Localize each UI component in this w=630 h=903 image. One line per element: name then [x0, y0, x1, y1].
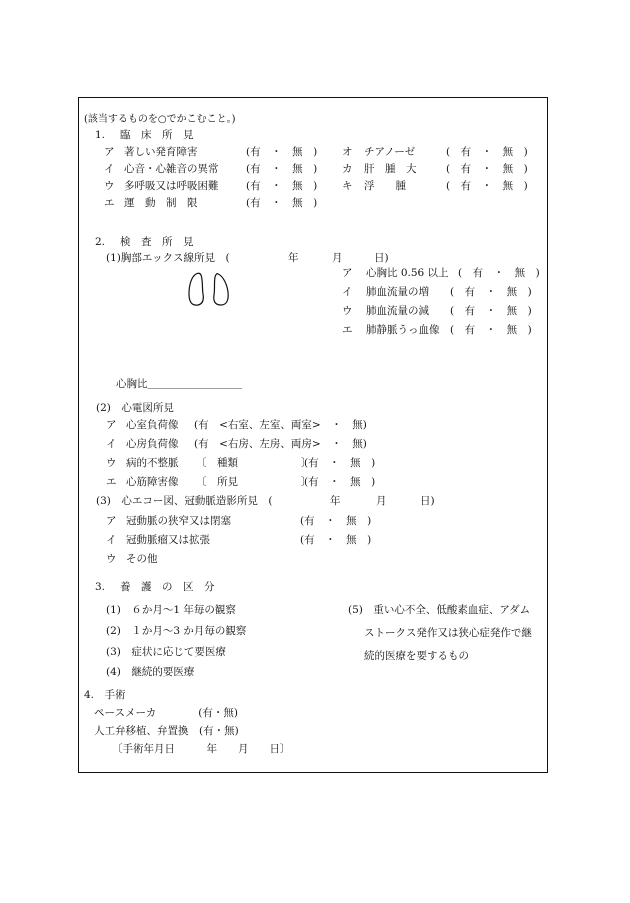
xray-item-choice[interactable]: ( 有 ・ 無 )	[450, 286, 532, 298]
clinical-choice[interactable]: (有 ・ 無 )	[246, 163, 318, 175]
xray-item-key: イ	[342, 286, 353, 298]
clinical-key: キ	[342, 180, 353, 192]
echo-item-label: 冠動脈瘤又は拡張	[126, 534, 210, 546]
xray-item-label: 肺血流量の増	[366, 286, 429, 298]
echo-item-label: その他	[126, 553, 158, 565]
exam-heading-number: 2.	[95, 236, 106, 248]
clinical-key: エ	[104, 197, 115, 209]
care-heading-number: 3.	[95, 581, 106, 593]
clinical-heading: 臨 床 所 見	[120, 129, 194, 141]
clinical-choice[interactable]: (有 ・ 無 )	[246, 146, 318, 158]
echo-item-key: ウ	[106, 553, 117, 565]
care-option-5[interactable]: (5) 重い心不全、低酸素血症、アダム	[348, 604, 531, 616]
echo-year: 年	[330, 495, 341, 507]
echo-item-choice[interactable]: (有 ・ 無 )	[300, 515, 372, 527]
pacemaker-row[interactable]: ペースメーカ (有・無)	[94, 707, 238, 719]
ecg-item-label: 心室負荷像	[126, 419, 179, 431]
clinical-key: ア	[104, 146, 115, 158]
xray-item-key: ウ	[342, 305, 353, 317]
care-option-5-cont: ストークス発作又は狭心症発作で継	[364, 627, 532, 639]
clinical-label: 多呼吸又は呼吸困難	[124, 180, 219, 192]
clinical-label: 運 動 制 限	[124, 197, 198, 209]
clinical-choice[interactable]: ( 有 ・ 無 )	[446, 146, 528, 158]
ecg-item-label: 心筋障害像	[126, 476, 179, 488]
clinical-key: オ	[342, 146, 353, 158]
surgery-date[interactable]: 〔手術年月日 年 月 日〕	[112, 743, 291, 755]
ecg-item-key: エ	[106, 476, 117, 488]
clinical-key: イ	[104, 163, 115, 175]
xray-day: 日)	[374, 252, 389, 264]
care-option[interactable]: (1) ６か月～1 年毎の観察	[106, 604, 236, 616]
chest-xray-diagram-icon	[186, 272, 232, 308]
care-option-5-cont: 続的医療を要するもの	[364, 650, 469, 662]
care-option[interactable]: (3) 症状に応じて要医療	[106, 646, 226, 658]
ecg-item-choice[interactable]: (有 <右室、左室、両室> ・ 無)	[194, 419, 367, 431]
xray-month: 月	[332, 252, 343, 264]
care-option[interactable]: (4) 継続的要医療	[106, 666, 195, 678]
xray-item-choice[interactable]: ( 有 ・ 無 )	[450, 324, 532, 336]
valve-row[interactable]: 人工弁移植、弁置換 (有・無)	[94, 725, 239, 737]
clinical-label: 肝 腫 大	[364, 163, 417, 175]
echo-item-choice[interactable]: (有 ・ 無 )	[300, 534, 372, 546]
clinical-label: 著しい発育障害	[124, 146, 198, 158]
echo-title: (3) 心エコー図、冠動脈造影所見 (	[96, 495, 273, 507]
ecg-item-detail[interactable]: 〔 種類 〕	[196, 457, 312, 469]
echo-month: 月	[376, 495, 387, 507]
echo-item-key: ア	[106, 515, 117, 527]
cardiothoracic-ratio-field[interactable]: 心胸比＿＿＿＿＿＿＿＿＿	[116, 378, 242, 390]
echo-item-label: 冠動脈の狭窄又は閉塞	[126, 515, 231, 527]
clinical-heading-number: 1.	[95, 129, 106, 141]
ecg-item-key: ウ	[106, 457, 117, 469]
instruction-text: (該当するものを○でかこむこと。)	[84, 114, 236, 125]
clinical-choice[interactable]: (有 ・ 無 )	[246, 180, 318, 192]
clinical-choice[interactable]: (有 ・ 無 )	[246, 197, 318, 209]
ecg-item-label: 心房負荷像	[126, 438, 179, 450]
xray-item-label: 肺静脈うっ血像	[366, 324, 440, 336]
xray-item-key: ア	[342, 267, 353, 279]
surgery-heading: 4. 手術	[84, 689, 126, 701]
ecg-item-key: イ	[106, 438, 117, 450]
xray-item-label: 心胸比 0.56 以上	[366, 267, 449, 279]
clinical-choice[interactable]: ( 有 ・ 無 )	[446, 180, 528, 192]
ecg-title: (2) 心電図所見	[96, 402, 174, 414]
xray-item-choice[interactable]: ( 有 ・ 無 )	[458, 267, 540, 279]
ecg-item-choice[interactable]: (有 <右房、左房、両房> ・ 無)	[194, 438, 367, 450]
clinical-key: ウ	[104, 180, 115, 192]
ecg-item-choice[interactable]: (有 ・ 無 )	[304, 457, 376, 469]
echo-day: 日)	[420, 495, 435, 507]
ecg-item-label: 病的不整脈	[126, 457, 179, 469]
ecg-item-detail[interactable]: 〔 所見 〕	[196, 476, 312, 488]
xray-year: 年	[288, 252, 299, 264]
xray-item-key: エ	[342, 324, 353, 336]
exam-heading: 検 査 所 見	[120, 236, 194, 248]
xray-title: (1)胸部エックス線所見 (	[106, 252, 230, 264]
xray-item-choice[interactable]: ( 有 ・ 無 )	[450, 305, 532, 317]
xray-item-label: 肺血流量の減	[366, 305, 429, 317]
clinical-choice[interactable]: ( 有 ・ 無 )	[446, 163, 528, 175]
clinical-label: 浮 腫	[364, 180, 406, 192]
clinical-key: カ	[342, 163, 353, 175]
clinical-label: チアノーゼ	[364, 146, 416, 158]
echo-item-key: イ	[106, 534, 117, 546]
ecg-item-key: ア	[106, 419, 117, 431]
ecg-item-choice[interactable]: (有 ・ 無 )	[304, 476, 376, 488]
care-option[interactable]: (2) １か月～3 か月毎の観察	[106, 625, 247, 637]
care-heading: 養 護 の 区 分	[120, 581, 215, 593]
clinical-label: 心音・心雑音の異常	[124, 163, 219, 175]
